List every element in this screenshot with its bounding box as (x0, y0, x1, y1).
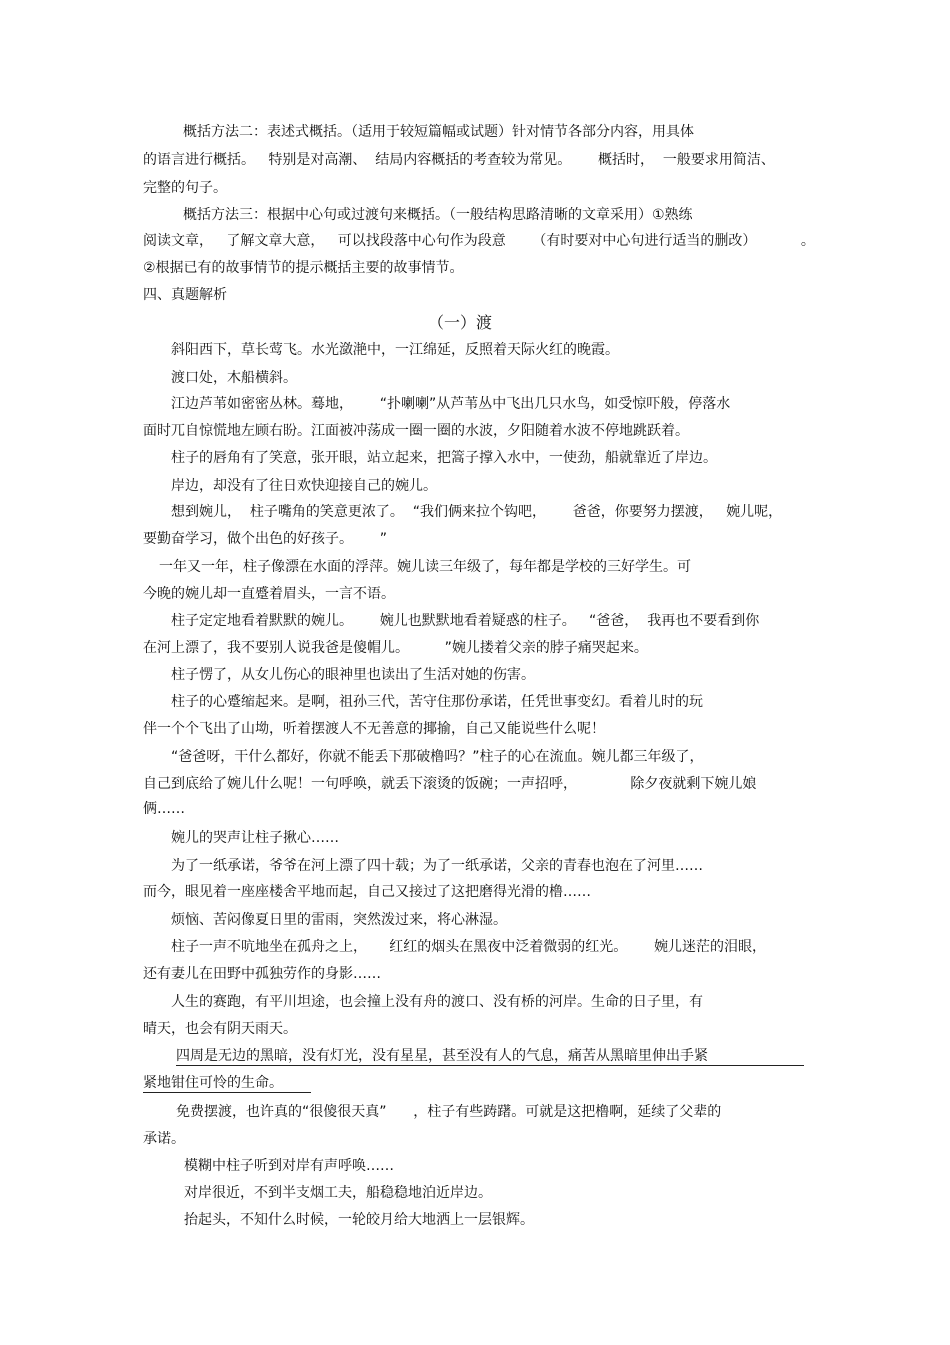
text-line: 自己到底给了婉儿什么呢！一句呼唤，就丢下滚烫的饭碗；一声招呼， 除夕夜就剩下婉儿娘 (143, 776, 757, 792)
text-line: 为了一纸承诺，爷爷在河上漂了四十载；为了一纸承诺，父亲的青春也泡在了河里…… (171, 858, 703, 874)
text-line: 渡口处，木船横斜。 (171, 370, 297, 386)
text-line: 人生的赛跑，有平川坦途，也会撞上没有舟的渡口、没有桥的河岸。生命的日子里，有 (171, 994, 703, 1010)
text-line: 俩…… (143, 801, 185, 817)
text-line: 江边芦苇如密密丛林。蓦地， “扑喇喇”从芦苇丛中飞出几只水鸟，如受惊吓般，停落水 (171, 396, 731, 412)
text-line: 想到婉儿， 柱子嘴角的笑意更浓了。 “我们俩来拉个钩吧， 爸爸，你要努力摆渡， 婉儿呢， (171, 504, 783, 520)
text-line: 概括方法三：根据中心句或过渡句来概括。（一般结构思路清晰的文章采用）①熟练 (183, 207, 693, 223)
text-line: 婉儿的哭声让柱子揪心…… (171, 830, 339, 846)
underlined-text-line: 紧地钳住可怜的生命。 (143, 1075, 283, 1091)
text-line: 烦恼、苦闷像夏日里的雷雨，突然泼过来，将心淋湿。 (171, 912, 507, 928)
text-line: 抬起头，不知什么时候，一轮皎月给大地洒上一层银辉。 (184, 1212, 534, 1228)
text-line: 在河上漂了，我不要别人说我爸是傻帽儿。 ”婉儿搂着父亲的脖子痛哭起来。 (143, 640, 648, 656)
text-line: 要勤奋学习，做个出色的好孩子。 ” (143, 531, 387, 547)
text-line: 柱子的心蹙缩起来。是啊，祖孙三代，苦守住那份承诺，任凭世事变幻。看着儿时的玩 (171, 694, 703, 710)
text-line: ②根据已有的故事情节的提示概括主要的故事情节。 (143, 260, 464, 276)
text-line: “爸爸呀，干什么都好，你就不能丢下那破橹吗？”柱子的心在流血。婉儿都三年级了， (171, 749, 704, 765)
text-line: 还有妻儿在田野中孤独劳作的身影…… (143, 966, 381, 982)
text-line: 柱子的唇角有了笑意，张开眼，站立起来，把篙子撑入水中，一使劲，船就靠近了岸边。 (171, 450, 717, 466)
text-line: 模糊中柱子听到对岸有声呼唤…… (184, 1158, 394, 1174)
text-line: 承诺。 (143, 1131, 185, 1147)
text-line: 柱子定定地看着默默的婉儿。 婉儿也默默地看着疑惑的柱子。 “爸爸， 我再也不要看到你 (171, 613, 760, 629)
text-line: 柱子一声不吭地坐在孤舟之上， 红红的烟头在黑夜中泛着微弱的红光。 婉儿迷茫的泪眼， (171, 939, 766, 955)
text-line: 完整的句子。 (143, 180, 227, 196)
text-line: 免费摆渡，也许真的“很傻很天真” ，柱子有些踌躇。可就是这把橹啊，延续了父辈的 (176, 1104, 722, 1120)
text-line: 柱子愣了，从女儿伤心的眼神里也读出了生活对她的伤害。 (171, 667, 535, 683)
text-line: 概括方法二：表述式概括。（适用于较短篇幅或试题）针对情节各部分内容，用具体 (183, 124, 694, 140)
text-line: 的语言进行概括。 特别是对高潮、 结局内容概括的考查较为常见。 概括时， 一般要求用简洁、 (143, 152, 775, 168)
text-line: 斜阳西下，草长莺飞。水光潋滟中，一江绵延，反照着天际火红的晚霞。 (171, 342, 619, 358)
text-line: 对岸很近，不到半支烟工夫，船稳稳地泊近岸边。 (184, 1185, 492, 1201)
underlined-text-line: 四周是无边的黑暗，没有灯光，没有星星，甚至没有人的气息，痛苦从黑暗里伸出手紧 (176, 1048, 708, 1064)
article-title: （一）渡 (428, 313, 493, 332)
text-line: 伴一个个飞出了山坳，听着摆渡人不无善意的揶揄，自己又能说些什么呢！ (143, 721, 605, 737)
text-line: 一年又一年，柱子像漂在水面的浮萍。婉儿读三年级了，每年都是学校的三好学生。可 (159, 559, 691, 575)
text-line: 岸边，却没有了往日欢快迎接自己的婉儿。 (171, 478, 437, 494)
text-line: 晴天，也会有阴天雨天。 (143, 1021, 297, 1037)
section-heading: 四、真题解析 (143, 287, 227, 303)
text-line: 而今，眼见着一座座楼舍平地而起，自己又接过了这把磨得光滑的橹…… (143, 884, 591, 900)
text-line: 面时兀自惊慌地左顾右盼。江面被冲荡成一圈一圈的水波，夕阳随着水波不停地跳跃着。 (143, 423, 689, 439)
text-line: 阅读文章， 了解文章大意， 可以找段落中心句作为段意 （有时要对中心句进行适当的删改） 。 (143, 233, 815, 249)
text-underline (176, 1065, 804, 1066)
text-underline (143, 1092, 311, 1093)
text-line: 今晚的婉儿却一直蹙着眉头，一言不语。 (143, 586, 395, 602)
